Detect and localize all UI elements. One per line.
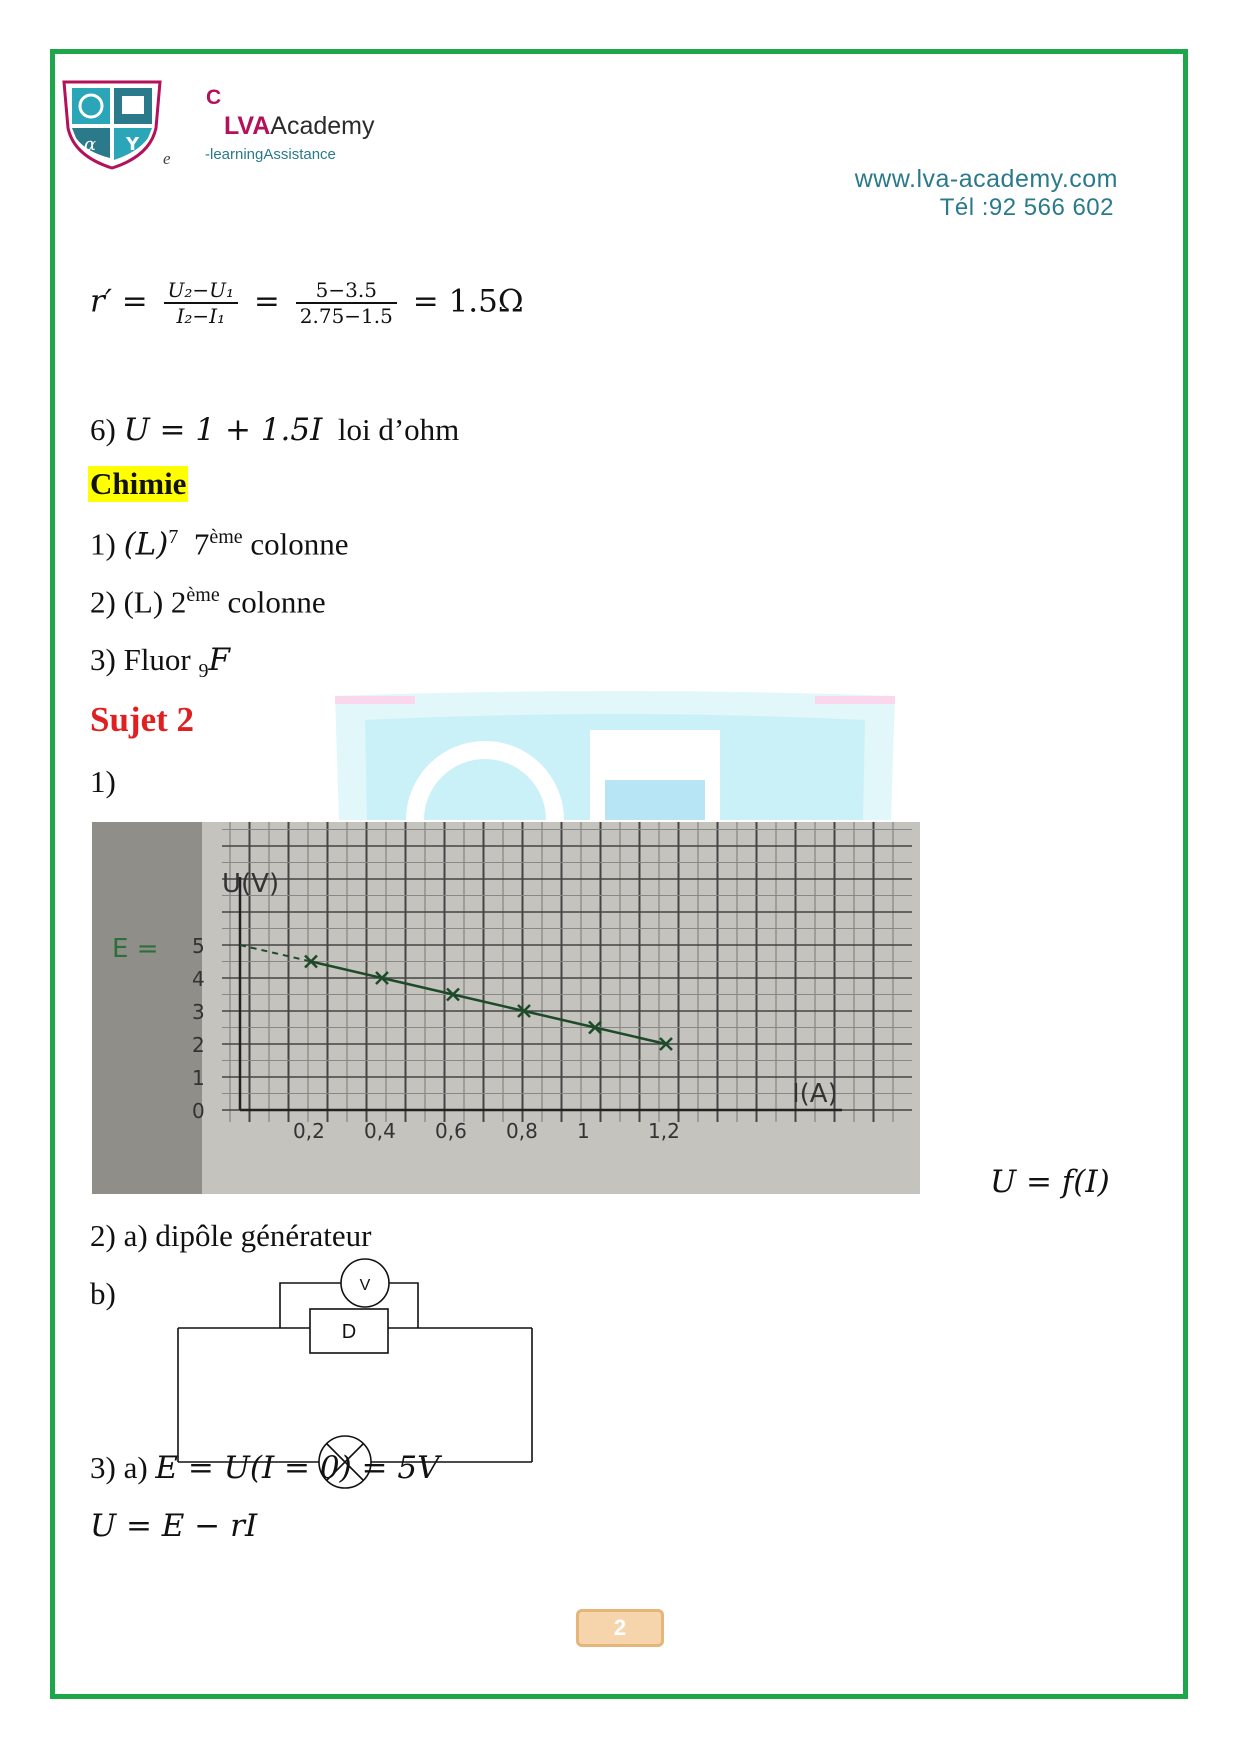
- x-tick-label: 1: [577, 1119, 590, 1143]
- page-number: 2: [576, 1609, 664, 1647]
- question-number: 2): [90, 584, 116, 620]
- question-number: 6): [90, 412, 116, 447]
- rank: 7: [193, 526, 210, 562]
- question-6: [90, 412, 459, 448]
- element-name: Fluor: [123, 642, 191, 677]
- fraction-numerator: U₂−U₁: [164, 278, 239, 304]
- fraction-denominator: 2.75−1.5: [299, 304, 393, 328]
- sujet2-q2b: b): [90, 1276, 116, 1311]
- x-tick-label: 0,6: [435, 1119, 467, 1143]
- section-heading-chimie: Chimie: [90, 466, 187, 501]
- rank-suffix: ème: [186, 584, 220, 606]
- brand-subtitle: -learningAssistance: [205, 146, 336, 163]
- sujet2-q3b: U = E − rI: [90, 1508, 258, 1544]
- y-tick-label: 0: [192, 1099, 205, 1123]
- element-symbol: F: [208, 642, 231, 678]
- y-axis-label: U(V): [222, 869, 280, 899]
- chimie-q3: [90, 642, 230, 683]
- answer-text: loi d’ohm: [337, 412, 460, 447]
- e-label: E =: [112, 934, 159, 964]
- formula-equals: =: [253, 283, 280, 320]
- formula-lhs: r′ =: [90, 283, 148, 320]
- question-number: 1): [90, 526, 116, 562]
- sujet2-q3a: [90, 1450, 439, 1486]
- dipole-label: D: [341, 1321, 357, 1343]
- equation: U = 1 + 1.5I: [123, 412, 323, 448]
- y-tick-label: 2: [192, 1033, 205, 1057]
- expression: (L) 2: [123, 584, 187, 620]
- fraction-numeric: [296, 278, 397, 328]
- question-number: 3): [90, 642, 116, 677]
- chimie-q2: [90, 584, 326, 620]
- atomic-number: 9: [198, 660, 209, 683]
- website-link[interactable]: www.lva-academy.com: [854, 165, 1118, 193]
- brand-name: [224, 112, 375, 141]
- x-tick-label: 0,8: [506, 1119, 538, 1143]
- brand-academy: Academy: [270, 112, 375, 140]
- x-tick-label: 1,2: [648, 1119, 680, 1143]
- formula-r-prime: [90, 278, 524, 328]
- answer-text: colonne: [250, 526, 349, 562]
- answer-text: colonne: [227, 584, 326, 620]
- svg-text:α: α: [84, 134, 97, 155]
- x-tick-label: 0,4: [364, 1119, 396, 1143]
- graph-caption: U = f(I): [990, 1164, 1110, 1200]
- sujet2-q2a: 2) a) dipôle générateur: [90, 1218, 372, 1253]
- chimie-q1: [90, 526, 349, 562]
- section-heading-sujet-2: Sujet 2: [90, 700, 195, 739]
- rank-suffix: ème: [209, 526, 243, 548]
- equation: E = U(I = 0) = 5V: [155, 1450, 440, 1486]
- formula-result: = 1.5Ω: [412, 283, 524, 320]
- expression: (L): [123, 526, 169, 563]
- phone-number: Tél :92 566 602: [939, 194, 1114, 221]
- sujet2-q1: 1): [90, 764, 116, 799]
- fraction-symbolic: [164, 278, 239, 328]
- y-tick-label: 3: [192, 1000, 205, 1024]
- x-axis-label: I(A): [792, 1079, 838, 1109]
- exponent: 7: [168, 526, 179, 548]
- question-number: 3) a): [90, 1450, 148, 1485]
- brand-c: C: [206, 86, 222, 109]
- x-tick-label: 0,2: [293, 1119, 325, 1143]
- lva-academy-logo: [58, 78, 166, 170]
- fraction-denominator: I₂−I₁: [176, 304, 226, 328]
- watermark-logo: [335, 690, 895, 820]
- graph-photo-u-of-i: [92, 822, 920, 1194]
- y-tick-label: 4: [192, 967, 205, 991]
- svg-text:Y: Y: [126, 134, 140, 155]
- voltmeter-label: V: [359, 1277, 371, 1294]
- y-tick-label: 1: [192, 1066, 205, 1090]
- brand-e: e: [163, 149, 171, 168]
- fraction-numerator: 5−3.5: [296, 278, 397, 304]
- brand-lva: LVA: [224, 112, 271, 140]
- y-tick-label: 5: [192, 934, 205, 958]
